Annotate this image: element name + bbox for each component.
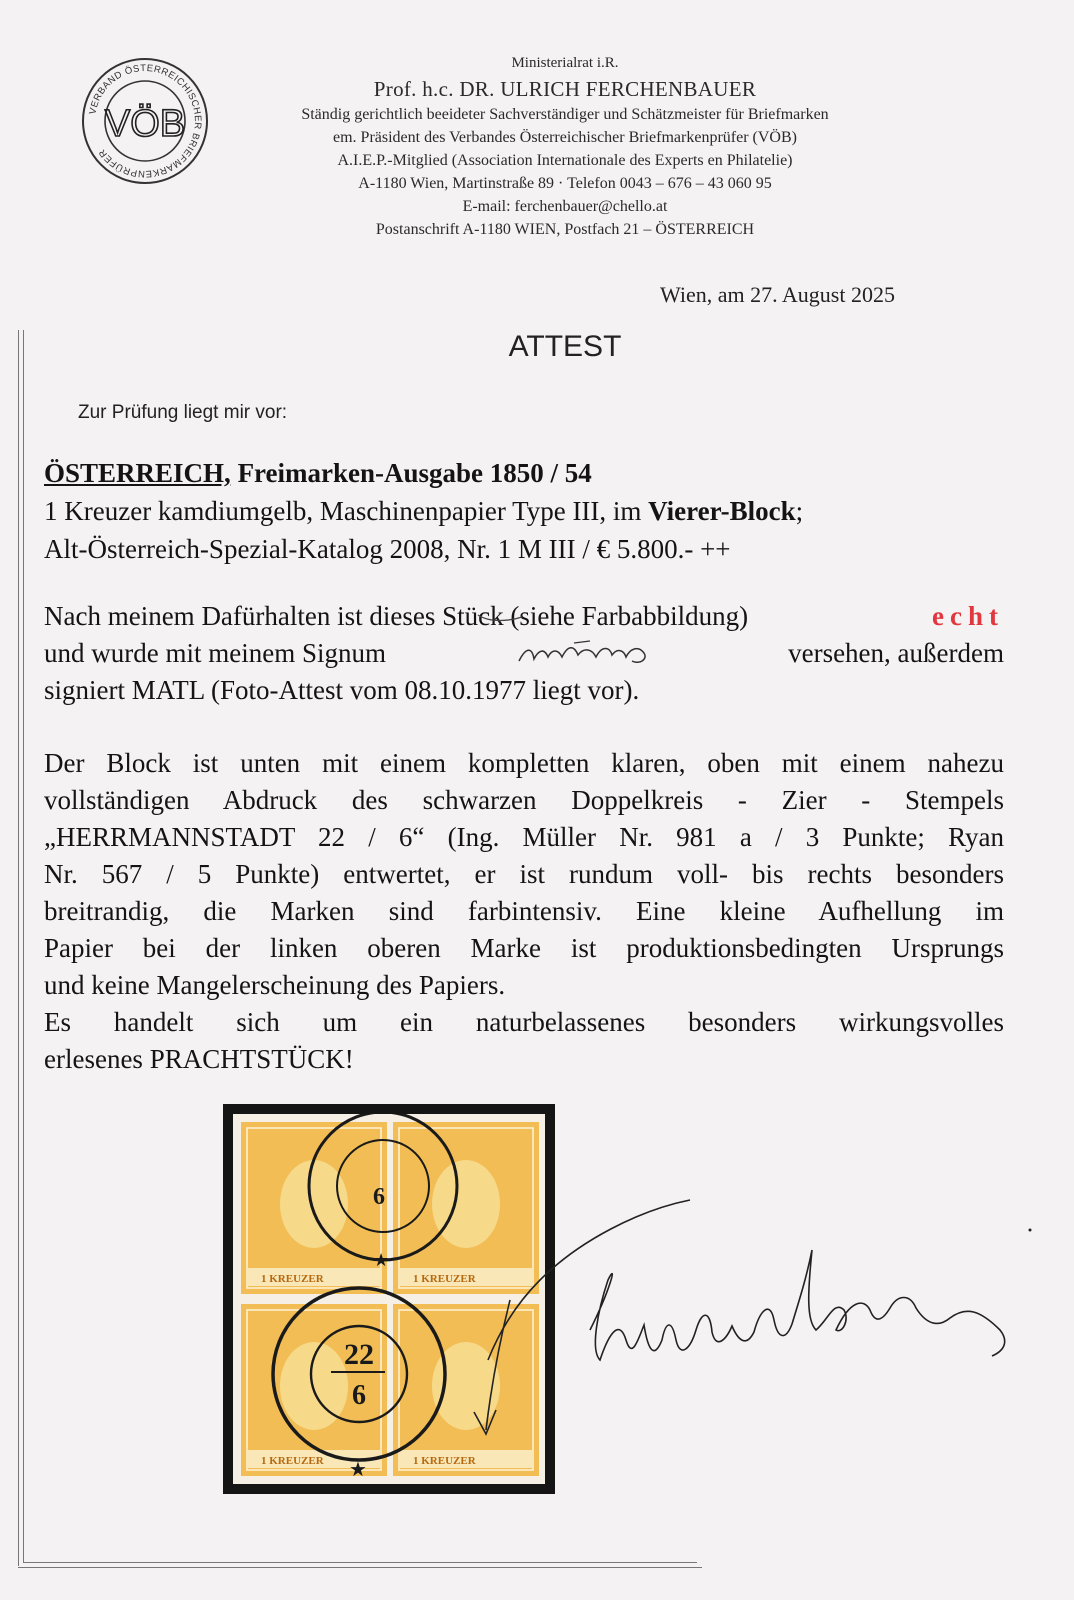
svg-text:★: ★ <box>373 1250 390 1270</box>
subject-issue: Freimarken-Ausgabe 1850 / 54 <box>237 458 592 488</box>
stamp-denomination: 1 KREUZER <box>413 1455 476 1467</box>
svg-text:6: 6 <box>373 1184 385 1210</box>
stamp-denomination: 1 KREUZER <box>261 1455 324 1467</box>
frame-line-left-inner <box>23 330 24 1562</box>
description-line: Papier bei der linken oberen Marke ist produktionsbedingten Ursprungs <box>44 933 1004 963</box>
letterhead-line: Ständig gerichtlich beeideter Sachverständiger und Schätzmeister für Briefmarken <box>301 106 829 123</box>
subject-catalog: Alt-Österreich-Spezial-Katalog 2008, Nr. 1 M III / € 5.800.- ++ <box>44 534 731 564</box>
subject-block-type: Vierer-Block <box>648 496 796 526</box>
opinion-line: signiert MATL (Foto-Attest vom 08.10.1977 liegt vor). <box>44 675 640 705</box>
opinion-line: und wurde mit meinem Signum <box>44 638 386 668</box>
svg-text:22: 22 <box>344 1338 374 1371</box>
frame-line-bottom-inner <box>23 1562 697 1563</box>
description-line: Nr. 567 / 5 Punkte) entwertet, er ist rundum voll- bis rechts besonders <box>44 859 1004 889</box>
subject-block <box>44 454 1004 568</box>
letterhead-rank: Ministerialrat i.R. <box>511 55 619 71</box>
description-line: breitrandig, die Marken sind farbintensiv. Eine kleine Aufhellung im <box>44 896 1004 926</box>
subject-desc: 1 Kreuzer kamdiumgelb, Maschinenpapier Type III, im <box>44 496 649 526</box>
letterhead-line: Postanschrift A-1180 WIEN, Postfach 21 – ÖSTERREICH <box>375 221 755 238</box>
svg-text:★: ★ <box>349 1459 367 1481</box>
frame-line-left-outer <box>18 330 19 1566</box>
stamp <box>241 1122 390 1294</box>
echt-verdict: echt <box>932 601 1004 631</box>
intro-text: Zur Prüfung liegt mir vor: <box>78 402 288 423</box>
description-line: „HERRMANNSTADT 22 / 6“ (Ing. Müller Nr. 981 a / 3 Punkte; Ryan <box>44 822 1004 852</box>
description-line: vollständigen Abdruck des schwarzen Doppelkreis - Zier - Stempels <box>44 785 1004 815</box>
description-line: Es handelt sich um ein naturbelassenes besonders wirkungsvolles <box>44 1007 1004 1037</box>
subject-semicolon: ; <box>795 496 804 526</box>
letterhead-line: em. Präsident des Verbandes Österreichischer Briefmarkenprüfer (VÖB) <box>333 129 797 146</box>
description-paragraph <box>44 745 1004 1078</box>
frame-line-bottom-outer <box>18 1567 702 1568</box>
svg-text:VERBAND ÖSTERREICHISCHER BRIEF: VERBAND ÖSTERREICHISCHER BRIEFMARKENPRÜFER <box>87 62 204 180</box>
description-line: erlesenes PRACHTSTÜCK! <box>44 1044 354 1074</box>
svg-text:6: 6 <box>352 1380 366 1411</box>
letterhead <box>215 52 915 241</box>
opinion-line: Nach meinem Dafürhalten ist dieses Stück (siehe Farbabbildung) <box>44 601 749 631</box>
subject-country: ÖSTERREICH, <box>44 458 231 488</box>
letterhead-email: E-mail: ferchenbauer@chello.at <box>462 198 668 215</box>
voeb-seal-logo <box>80 56 210 186</box>
description-line: und keine Mangelerscheinung des Papiers. <box>44 970 506 1000</box>
inline-signature <box>514 637 664 671</box>
letterhead-line: A-1180 Wien, Martinstraße 89 · Telefon 0043 – 676 – 43 060 95 <box>358 175 772 192</box>
document-date: Wien, am 27. August 2025 <box>660 282 895 307</box>
svg-text:VÖB: VÖB <box>104 103 186 145</box>
letterhead-name: Prof. h.c. DR. ULRICH FERCHENBAUER <box>373 77 757 101</box>
letterhead-line: A.I.E.P.-Mitglied (Association Internationale des Experts en Philatelie) <box>337 152 793 169</box>
expert-signature <box>440 1190 1040 1450</box>
description-line: Der Block ist unten mit einem kompletten klaren, oben mit einem nahezu <box>44 748 1004 778</box>
opinion-line: versehen, außerdem <box>788 638 1004 668</box>
stamp-denomination: 1 KREUZER <box>413 1273 476 1285</box>
signature-stroke <box>470 605 530 735</box>
document-title: ATTEST <box>508 330 622 363</box>
stamp-denomination: 1 KREUZER <box>261 1273 324 1285</box>
